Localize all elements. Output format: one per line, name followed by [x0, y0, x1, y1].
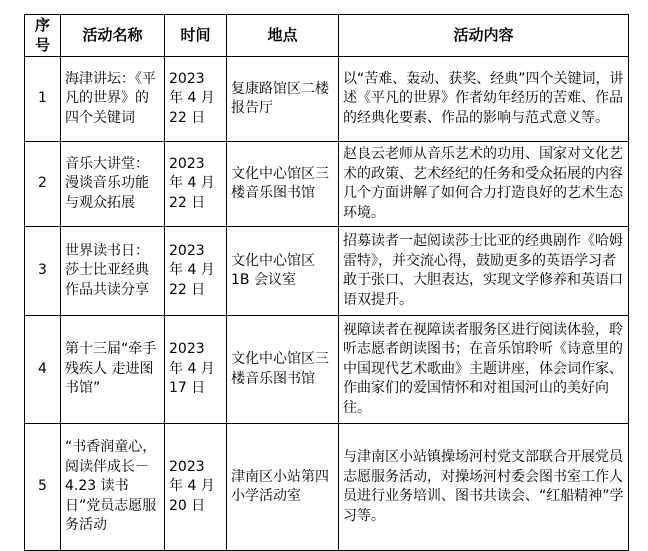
cell-no: 5	[25, 424, 61, 551]
cell-place: 文化中心馆区 1B 会议室	[227, 227, 339, 316]
cell-no: 2	[25, 142, 61, 227]
cell-time: 2023 年 4 月 22 日	[165, 57, 227, 142]
cell-place: 文化中心馆区三楼音乐图书馆	[227, 316, 339, 424]
cell-no: 1	[25, 57, 61, 142]
table-row	[25, 316, 629, 424]
cell-content: 赵良云老师从音乐艺术的功用、国家对文化艺术的政策、艺术经纪的任务和受众拓展的内容几个方面讲解了如何合力打造良好的艺术生态环境。	[339, 142, 629, 227]
cell-time: 2023 年 4 月 17 日	[165, 316, 227, 424]
cell-time: 2023 年 4 月 22 日	[165, 142, 227, 227]
table-row	[25, 57, 629, 142]
table-row	[25, 142, 629, 227]
cell-place: 复康路馆区二楼报告厅	[227, 57, 339, 142]
cell-place: 津南区小站第四小学活动室	[227, 424, 339, 551]
header-row	[25, 15, 629, 57]
table-row	[25, 227, 629, 316]
table-row	[25, 424, 629, 551]
cell-time: 2023 年 4 月 20 日	[165, 424, 227, 551]
cell-name: 世界读书日：莎士比亚经典作品共读分享	[61, 227, 165, 316]
cell-name: 海津讲坛：《平凡的世界》的四个关键词	[61, 57, 165, 142]
header-time: 时间	[165, 15, 227, 57]
cell-content: 与津南区小站镇操场河村党支部联合开展党员志愿服务活动，对操场河村委会图书室工作人员进行业务培训、图书共读会、“红船精神”学习等。	[339, 424, 629, 551]
cell-place: 文化中心馆区三楼音乐图书馆	[227, 142, 339, 227]
header-name: 活动名称	[61, 15, 165, 57]
header-no: 序号	[25, 15, 61, 57]
cell-name: 音乐大讲堂：漫谈音乐功能与观众拓展	[61, 142, 165, 227]
cell-content: 招募读者一起阅读莎士比亚的经典剧作《哈姆雷特》，并交流心得，鼓励更多的英语学习者敢于张口、大胆表达，实现文学修养和英语口语双提升。	[339, 227, 629, 316]
cell-no: 3	[25, 227, 61, 316]
cell-time: 2023 年 4 月 22 日	[165, 227, 227, 316]
cell-content: 视障读者在视障读者服务区进行阅读体验，聆听志愿者朗读图书；在音乐馆聆听《诗意里的中国现代艺术歌曲》主题讲座，体会词作家、作曲家们的爱国情怀和对祖国河山的美好向往。	[339, 316, 629, 424]
cell-no: 4	[25, 316, 61, 424]
cell-name: “书香润童心，阅读伴成长－4.23 读书日”党员志愿服务活动	[61, 424, 165, 551]
header-place: 地点	[227, 15, 339, 57]
activities-table	[24, 14, 629, 551]
cell-content: 以“苦难、轰动、获奖、经典”四个关键词，讲述《平凡的世界》作者幼年经历的苦难、作品的经典化要素、作品的影响与范式意义等。	[339, 57, 629, 142]
cell-name: 第十三届“牵手残疾人 走进图书馆”	[61, 316, 165, 424]
header-content: 活动内容	[339, 15, 629, 57]
